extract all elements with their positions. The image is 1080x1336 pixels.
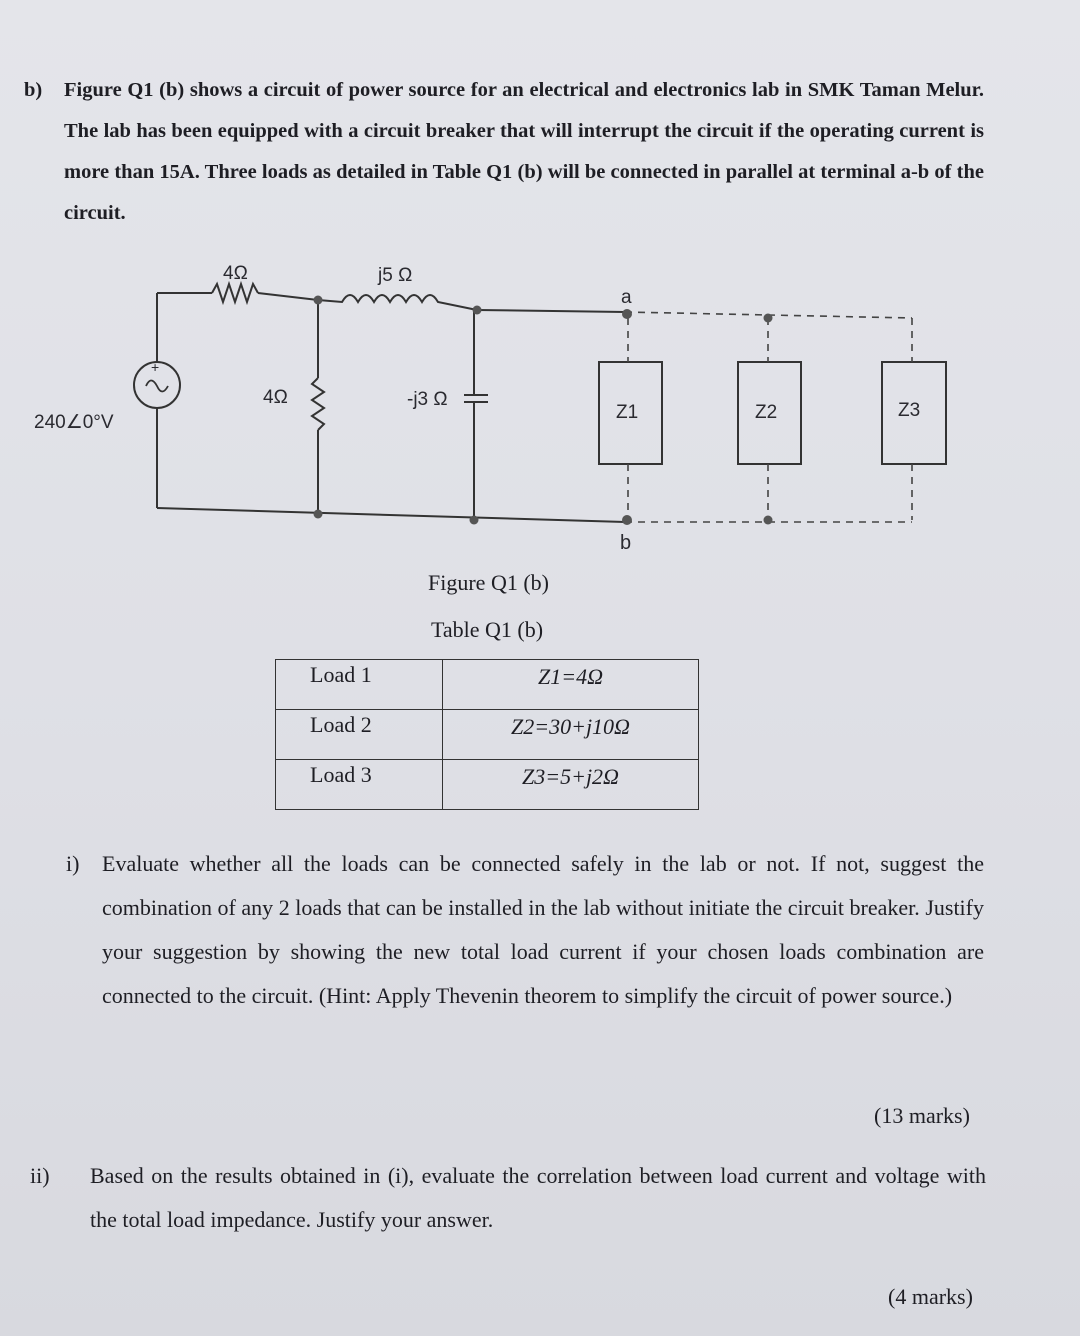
series-resistor-label: 4Ω bbox=[223, 263, 248, 284]
load-impedance-cell: Z3=5+j2Ω bbox=[443, 760, 699, 810]
terminal-b-label: b bbox=[620, 532, 632, 554]
circuit-diagram bbox=[0, 250, 1080, 560]
subquestion-text: Based on the results obtained in (i), evaluate the correlation between load current and voltage with the total load impedance. Justify your answer. bbox=[90, 1163, 986, 1232]
table-row bbox=[276, 710, 699, 760]
load-name-cell: Load 2 bbox=[276, 710, 443, 760]
table-caption: Table Q1 (b) bbox=[431, 617, 544, 642]
subquestion-text: Evaluate whether all the loads can be connected safely in the lab or not. If not, suggest the combination of any 2 loads that can be installed in the lab without initiate the circuit breaker. Justify your suggestion by showing the new total load current if your chosen loads combination are connected to the circuit. (Hint: Apply Thevenin theorem to simplify the circuit of power source.) bbox=[102, 851, 984, 1008]
figure-caption: Figure Q1 (b) bbox=[428, 570, 549, 595]
question-label: b) bbox=[24, 79, 43, 101]
loads-table bbox=[275, 659, 699, 810]
table-row bbox=[276, 760, 699, 810]
load-impedance-cell: Z2=30+j10Ω bbox=[443, 710, 699, 760]
subquestion-ii bbox=[30, 1154, 986, 1242]
source-voltage-label: 240∠0°V bbox=[34, 412, 114, 433]
load-name-cell: Load 3 bbox=[276, 760, 443, 810]
shunt-resistor-label: 4Ω bbox=[263, 387, 288, 408]
terminal-a-label: a bbox=[621, 287, 632, 308]
subquestion-i bbox=[66, 842, 984, 1018]
source-plus-sign: + bbox=[151, 359, 160, 375]
subquestion-number: ii) bbox=[30, 1163, 50, 1188]
terminal-b-node bbox=[622, 515, 632, 525]
load-name-cell: Load 1 bbox=[276, 660, 443, 710]
marks-label: (4 marks) bbox=[888, 1284, 973, 1309]
load-z3-label: Z3 bbox=[898, 400, 921, 421]
load-z2-label: Z2 bbox=[755, 402, 778, 423]
question-intro bbox=[24, 70, 984, 234]
load-z1-label: Z1 bbox=[616, 402, 639, 423]
terminal-a-node bbox=[622, 309, 632, 319]
subquestion-number: i) bbox=[66, 851, 80, 876]
question-intro-text: Figure Q1 (b) shows a circuit of power source for an electrical and electronics lab in SMK Taman Melur. The lab has been equipped with a circuit breaker that will interrupt the circuit if the operating current is more than 15A. Three loads as detailed in Table Q1 (b) will be connected in parallel at terminal a-b of the circuit. bbox=[64, 79, 984, 224]
shunt-capacitor-label: -j3 Ω bbox=[407, 389, 448, 410]
marks-label: (13 marks) bbox=[874, 1103, 970, 1128]
series-inductor-label: j5 Ω bbox=[378, 265, 413, 286]
table-row bbox=[276, 660, 699, 710]
load-impedance-cell: Z1=4Ω bbox=[443, 660, 699, 710]
